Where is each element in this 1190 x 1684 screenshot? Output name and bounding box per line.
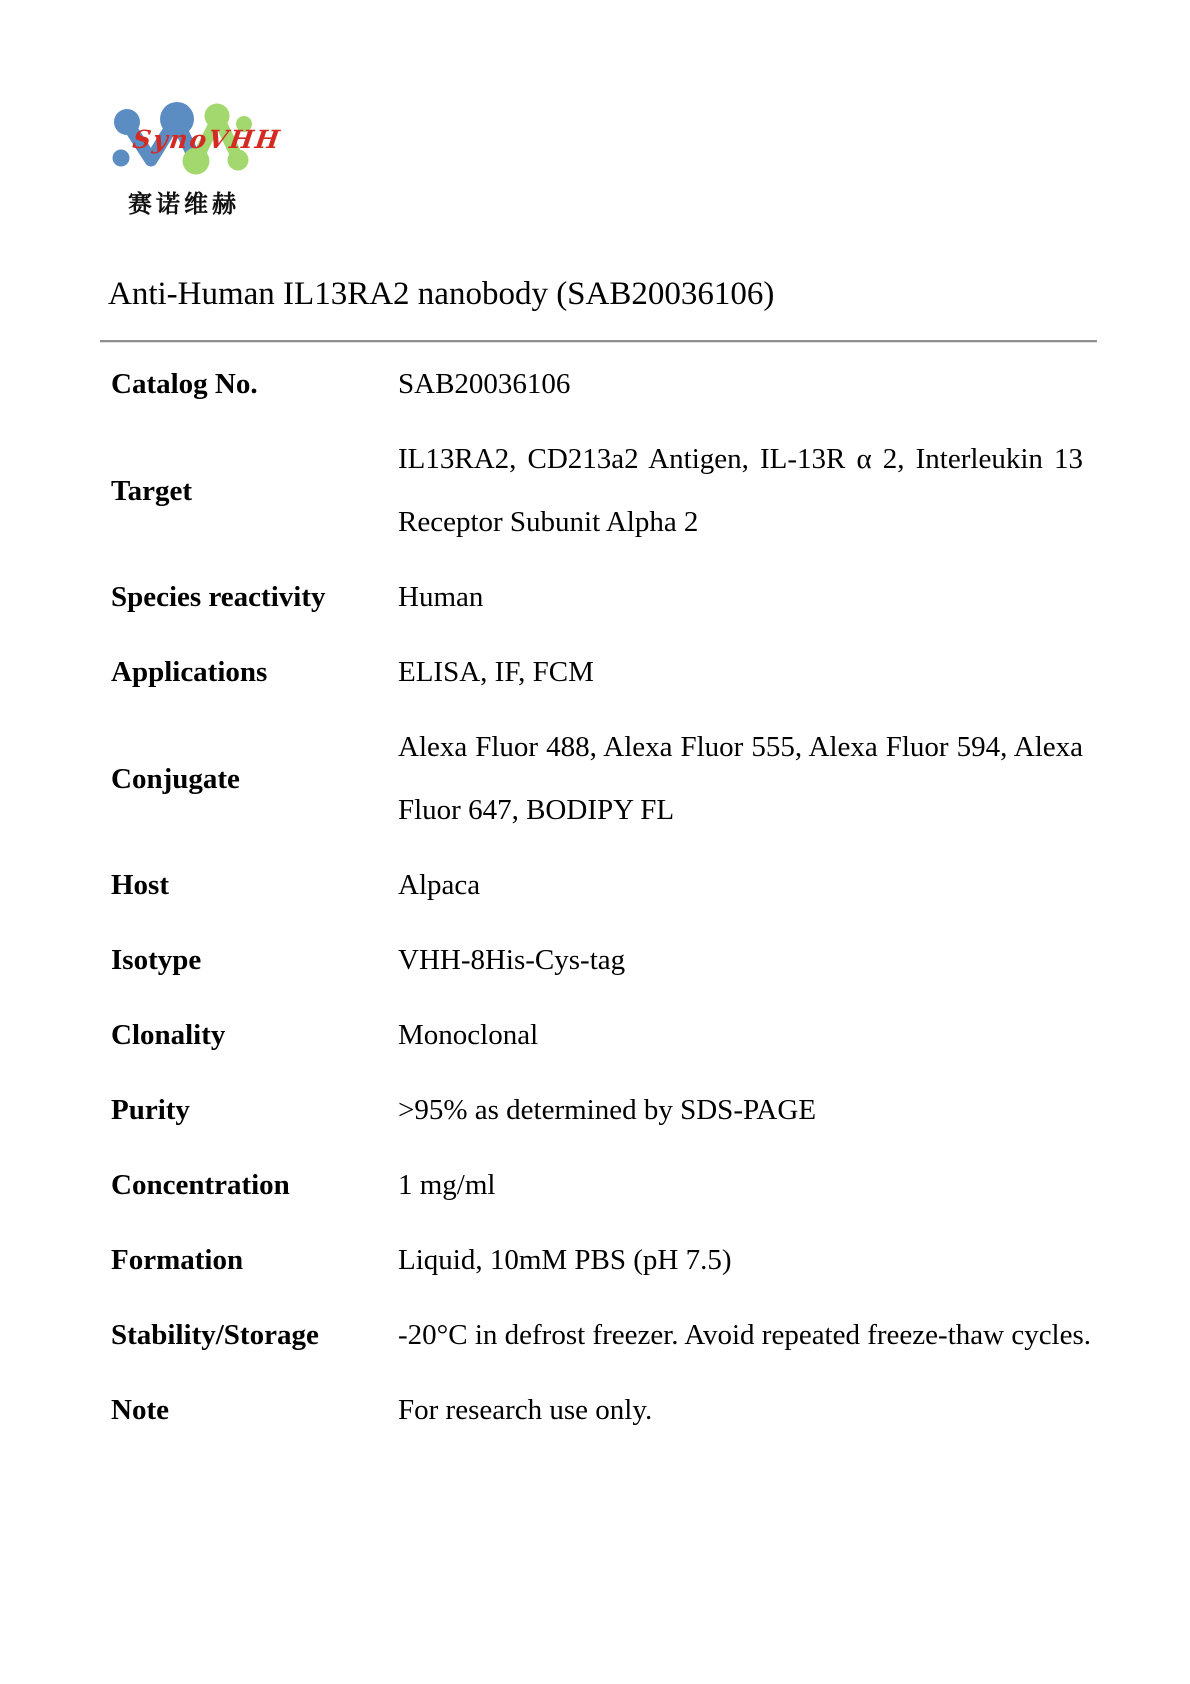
spec-row-concentration [111, 1154, 1086, 1217]
spec-row-species-reactivity [111, 566, 1086, 629]
spec-value: IL13RA2, CD213a2 Antigen, IL-13R α 2, Interleukin 13 Receptor Subunit Alpha 2 [398, 443, 1083, 538]
spec-label: Purity [111, 1094, 190, 1126]
spec-row-host [111, 854, 1086, 917]
spec-row-purity [111, 1079, 1086, 1142]
spec-label: Catalog No. [111, 368, 258, 400]
spec-value: SAB20036106 [398, 368, 571, 400]
spec-row-isotype [111, 929, 1086, 992]
spec-label: Species reactivity [111, 581, 326, 613]
spec-label: Stability/Storage [111, 1319, 319, 1351]
spec-row-target [111, 428, 1086, 554]
spec-label: Conjugate [111, 762, 240, 795]
spec-label: Formation [111, 1244, 244, 1276]
spec-row-catalog-no [111, 353, 1086, 416]
spec-row-clonality [111, 1004, 1086, 1067]
logo-brand-text: SynoVHH [130, 125, 284, 154]
synovhh-logo [107, 83, 284, 218]
spec-value: Alpaca [398, 869, 481, 901]
spec-value: VHH-8His-Cys-tag [398, 944, 626, 976]
spec-value: -20°C in defrost freezer. Avoid repeated freeze-thaw cycles. [398, 1319, 1092, 1351]
page-title: Anti-Human IL13RA2 nanobody (SAB20036106) [108, 276, 775, 312]
spec-label: Host [111, 869, 169, 901]
spec-table [111, 353, 1092, 1454]
spec-value: For research use only. [398, 1394, 653, 1426]
spec-value: Human [398, 581, 484, 613]
spec-row-stability-storage [111, 1304, 1092, 1367]
spec-value: 1 mg/ml [398, 1169, 496, 1201]
spec-label: Note [111, 1394, 169, 1426]
spec-value: >95% as determined by SDS-PAGE [398, 1094, 817, 1126]
spec-value: Alexa Fluor 488, Alexa Fluor 555, Alexa Fluor 594, Alexa Fluor 647, BODIPY FL [398, 731, 1083, 826]
spec-row-formation [111, 1229, 1086, 1292]
spec-row-conjugate [111, 716, 1086, 842]
spec-label: Concentration [111, 1169, 290, 1201]
spec-value: ELISA, IF, FCM [398, 656, 594, 688]
title-divider [100, 340, 1097, 342]
logo-chinese-name: 赛诺维赫 [128, 190, 240, 218]
spec-label: Isotype [111, 944, 202, 976]
spec-row-applications [111, 641, 1086, 704]
spec-row-note [111, 1379, 1086, 1442]
spec-label: Target [111, 474, 193, 507]
spec-value: Liquid, 10mM PBS (pH 7.5) [398, 1244, 732, 1276]
spec-label: Clonality [111, 1019, 226, 1051]
spec-label: Applications [111, 656, 268, 688]
spec-value: Monoclonal [398, 1019, 539, 1051]
